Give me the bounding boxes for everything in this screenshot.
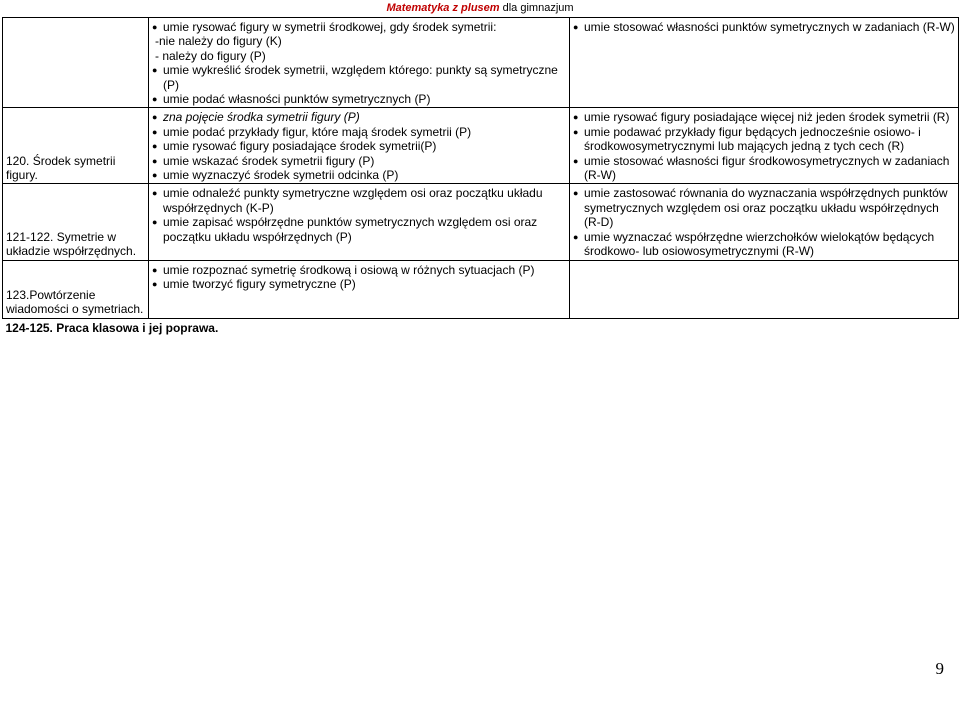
list-item: ● zna pojęcie środka symetrii figury (P) xyxy=(152,110,566,124)
requirements-list xyxy=(152,263,566,292)
list-item: ● umie wyznaczyć środek symetrii odcinka (P) xyxy=(152,168,566,182)
basic-requirements-cell xyxy=(149,184,570,260)
extended-requirements-cell xyxy=(570,260,959,318)
table-row xyxy=(3,108,959,184)
lesson-topic: 123.Powtórzenie wiadomości o symetriach. xyxy=(3,260,149,318)
list-item: ● umie zapisać współrzędne punktów symetrycznych względem osi oraz początku układu współrzędnych (P) xyxy=(152,215,566,244)
extended-requirements-cell xyxy=(570,108,959,184)
requirements-list xyxy=(573,110,955,182)
list-item: -nie należy do figury (K) xyxy=(155,34,282,49)
list-item: ● umie wskazać środek symetrii figury (P) xyxy=(152,154,566,168)
list-item: ● umie wyznaczać współrzędne wierzchołków wielokątów będących środkowo- lub osiowosymetrycznymi (R-W) xyxy=(573,230,955,259)
basic-requirements-cell xyxy=(149,260,570,318)
header-brand: Matematyka z plusem xyxy=(386,2,500,14)
requirements-list xyxy=(573,186,955,258)
lesson-topic: 120. Środek symetrii figury. xyxy=(3,108,149,184)
list-item: ● umie rysować figury posiadające więcej niż jeden środek symetrii (R) xyxy=(573,110,955,124)
requirements-list xyxy=(152,20,566,106)
curriculum-table xyxy=(2,17,959,336)
requirements-list xyxy=(573,20,955,34)
extended-requirements-cell xyxy=(570,18,959,108)
table-row xyxy=(3,18,959,108)
page-number: 9 xyxy=(935,659,944,678)
basic-requirements-cell xyxy=(149,108,570,184)
table-row xyxy=(3,260,959,318)
extended-requirements-cell xyxy=(570,184,959,260)
list-item: ● umie wykreślić środek symetrii, względem którego: punkty są symetryczne (P) xyxy=(152,63,566,92)
lesson-topic: 121-122. Symetrie w układzie współrzędnych. xyxy=(3,184,149,260)
list-item: ● umie podawać przykłady figur będących jednocześnie osiowo- i środkowosymetrycznymi lub mających jedną z tych cech (R) xyxy=(573,125,955,154)
list-item: ● umie stosować własności figur środkowosymetrycznych w zadaniach (R-W) xyxy=(573,154,955,183)
requirements-list xyxy=(152,110,566,182)
basic-requirements-cell xyxy=(149,18,570,108)
requirements-list xyxy=(152,186,566,244)
table-row xyxy=(3,184,959,260)
list-item: ● umie tworzyć figury symetryczne (P) xyxy=(152,277,566,291)
list-item: ● umie stosować własności punktów symetrycznych w zadaniach (R-W) xyxy=(573,20,955,34)
list-item: - należy do figury (P) xyxy=(155,48,266,63)
list-item: ● umie rysować figury w symetrii środkowej, gdy środek symetrii: xyxy=(152,20,566,34)
list-item: ● umie rysować figury posiadające środek symetrii(P) xyxy=(152,139,566,153)
list-item: ● umie odnaleźć punkty symetryczne względem osi oraz początku układu współrzędnych (K-P) xyxy=(152,186,566,215)
header-suffix: dla gimnazjum xyxy=(502,2,574,14)
document-header xyxy=(0,2,960,14)
test-lesson-label: 124-125. Praca klasowa i jej poprawa. xyxy=(5,320,219,335)
table-row xyxy=(3,318,959,336)
list-item: ● umie zastosować równania do wyznaczania współrzędnych punktów symetrycznych względem osi oraz początku układu współrzędnych (R-D) xyxy=(573,186,955,229)
lesson-topic xyxy=(3,18,149,108)
list-item: ● umie podać przykłady figur, które mają środek symetrii (P) xyxy=(152,125,566,139)
list-item: ● umie podać własności punktów symetrycznych (P) xyxy=(152,92,566,106)
list-item: ● umie rozpoznać symetrię środkową i osiową w różnych sytuacjach (P) xyxy=(152,263,566,277)
